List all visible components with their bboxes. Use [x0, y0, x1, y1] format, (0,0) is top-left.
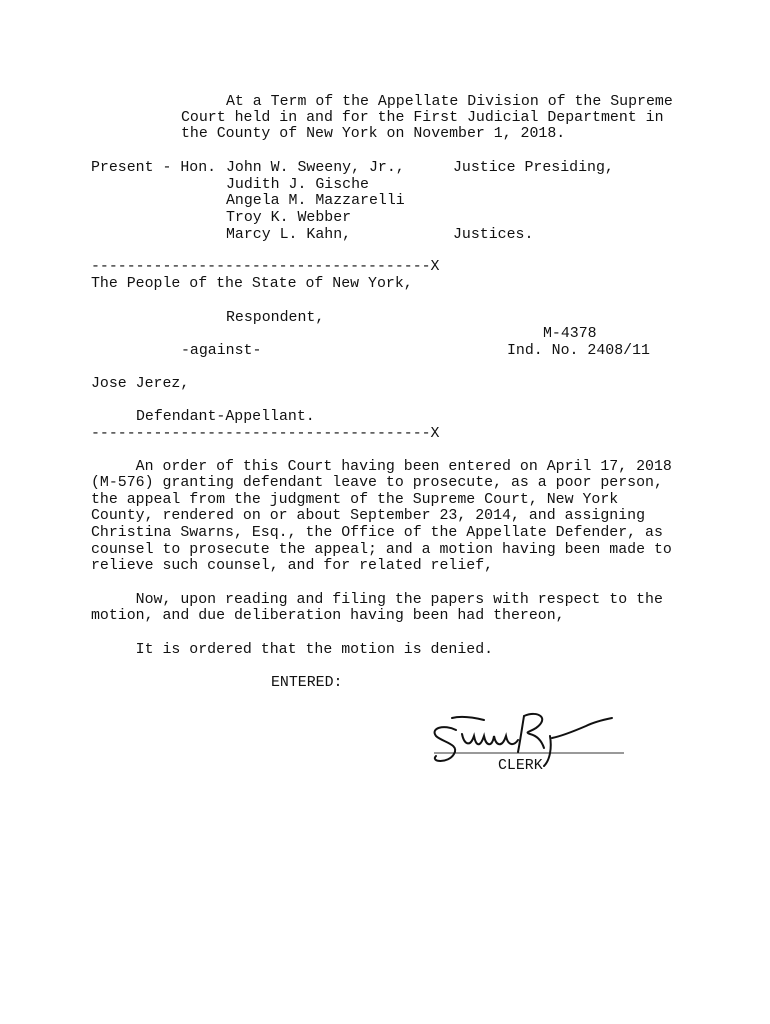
body-line: counsel to prosecute the appeal; and a motion having been made to	[91, 542, 672, 558]
judge-name: John W. Sweeny, Jr.,	[226, 160, 405, 176]
judge-name: Angela M. Mazzarelli	[226, 193, 405, 209]
body-line: relieve such counsel, and for related relief,	[91, 558, 494, 574]
body-line: An order of this Court having been entered on April 17, 2018	[91, 459, 672, 475]
heading-line-2: Court held in and for the First Judicial Department in	[181, 110, 664, 126]
plaintiff-role: Respondent,	[226, 310, 325, 326]
body-line: (M-576) granting defendant leave to prosecute, as a poor person,	[91, 475, 663, 491]
defendant-role: Defendant-Appellant.	[136, 409, 315, 425]
present-label: Present - Hon.	[91, 160, 217, 176]
body-line: Christina Swarns, Esq., the Office of the Appellate Defender, as	[91, 525, 663, 541]
body-line: Now, upon reading and filing the papers with respect to the	[91, 592, 663, 608]
indictment-number: Ind. No. 2408/11	[507, 343, 650, 359]
caption-rule-bottom: --------------------------------------X	[91, 426, 440, 442]
caption-rule-top: --------------------------------------X	[91, 259, 440, 275]
body-line: motion, and due deliberation having been had thereon,	[91, 608, 565, 624]
entered-label: ENTERED:	[271, 675, 343, 691]
justices-label: Justices.	[453, 227, 534, 243]
order-line: It is ordered that the motion is denied.	[91, 642, 494, 658]
defendant-name: Jose Jerez,	[91, 376, 190, 392]
judge-name: Marcy L. Kahn,	[226, 227, 352, 243]
body-line: the appeal from the judgment of the Supreme Court, New York	[91, 492, 619, 508]
motion-number: M-4378	[543, 326, 597, 342]
plaintiff-name: The People of the State of New York,	[91, 276, 413, 292]
judge-name: Troy K. Webber	[226, 210, 352, 226]
judge-name: Judith J. Gische	[226, 177, 369, 193]
body-line: County, rendered on or about September 23, 2014, and assigning	[91, 508, 646, 524]
clerk-label: CLERK	[498, 758, 543, 774]
heading-line-1: At a Term of the Appellate Division of the Supreme	[226, 94, 673, 110]
versus-label: -against-	[181, 343, 262, 359]
justice-presiding-label: Justice Presiding,	[453, 160, 614, 176]
heading-line-3: the County of New York on November 1, 2018.	[181, 126, 566, 142]
